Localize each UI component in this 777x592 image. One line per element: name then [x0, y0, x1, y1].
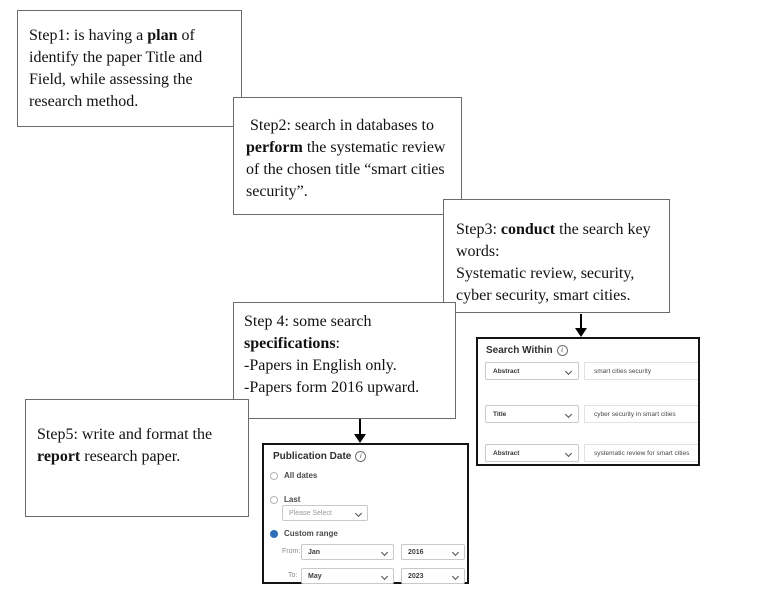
step-text-line: report research paper.: [37, 448, 181, 465]
to-year-select[interactable]: [401, 568, 465, 584]
publication-date-title-text: Publication Date: [273, 451, 352, 462]
step-text-line: Step2: search in databases to: [246, 117, 434, 134]
search-term-input[interactable]: systematic review for smart cities: [584, 444, 698, 462]
step-text-line: Systematic review, security,: [456, 265, 635, 282]
chevron-down-icon: [565, 410, 572, 417]
search-row: [478, 444, 698, 462]
field-select-value: Abstract: [493, 367, 520, 375]
search-within-panel: [476, 337, 700, 466]
step-text-line: cyber security, smart cities.: [456, 287, 631, 304]
step-1-box: [17, 10, 242, 127]
step-text-line: words:: [456, 243, 500, 260]
arrow-shaft: [580, 314, 582, 328]
search-term-input[interactable]: smart cities security: [584, 362, 698, 380]
to-month-select[interactable]: [301, 568, 394, 584]
info-icon[interactable]: i: [355, 451, 366, 462]
from-label: From:: [282, 548, 301, 555]
to-year-value: 2023: [408, 572, 424, 580]
last-period-select[interactable]: [282, 505, 368, 521]
field-select[interactable]: [485, 405, 579, 423]
last-label: Last: [284, 495, 301, 504]
step-3-box: [443, 199, 670, 313]
chevron-down-icon: [565, 449, 572, 456]
publication-date-panel: [262, 443, 469, 584]
arrow-head-icon: [575, 328, 587, 337]
custom-range-label: Custom range: [284, 529, 338, 538]
chevron-down-icon: [565, 367, 572, 374]
search-within-title-text: Search Within: [486, 345, 553, 356]
step-text-line: specifications:: [244, 335, 340, 352]
field-select[interactable]: [485, 444, 579, 462]
search-within-title: [486, 345, 568, 356]
search-row: [478, 362, 698, 380]
chevron-down-icon: [452, 572, 459, 579]
step-2-box: [233, 97, 462, 215]
from-month-select[interactable]: [301, 544, 394, 560]
step-text-line: Step3: conduct the search key: [456, 221, 651, 238]
step-text-line: of the chosen title “smart cities: [246, 161, 445, 178]
field-select-value: Title: [493, 410, 507, 418]
step-4-box: [233, 302, 456, 419]
from-year-select[interactable]: [401, 544, 465, 560]
radio-selected-icon[interactable]: [270, 530, 278, 538]
step-text-line: security”.: [246, 183, 308, 200]
search-row: [478, 405, 698, 423]
to-label: To:: [288, 572, 298, 579]
arrow-step3-to-search-within: [574, 314, 588, 337]
step-text-line: identify the paper Title and: [29, 49, 203, 66]
field-select[interactable]: [485, 362, 579, 380]
radio-icon[interactable]: [270, 496, 278, 504]
arrow-head-icon: [354, 434, 366, 443]
arrow-shaft: [359, 419, 361, 434]
step-text-line: Step5: write and format the: [37, 426, 213, 443]
step-text-line: perform the systematic review: [246, 139, 446, 156]
radio-icon[interactable]: [270, 472, 278, 480]
publication-date-title: [273, 451, 366, 462]
arrow-step4-to-publication-date: [353, 419, 367, 443]
info-icon[interactable]: i: [557, 345, 568, 356]
search-term-input[interactable]: cyber security in smart cities: [584, 405, 698, 423]
chevron-down-icon: [452, 548, 459, 555]
to-month-value: May: [308, 572, 322, 580]
field-select-value: Abstract: [493, 449, 520, 457]
from-month-value: Jan: [308, 548, 321, 556]
step-text-line: Field, while assessing the: [29, 71, 193, 88]
last-option[interactable]: [270, 495, 300, 504]
custom-range-option[interactable]: [270, 529, 338, 538]
chevron-down-icon: [381, 548, 388, 555]
step-text-line: -Papers in English only.: [244, 357, 397, 374]
chevron-down-icon: [381, 572, 388, 579]
step-5-box: [25, 399, 249, 517]
all-dates-label: All dates: [284, 471, 318, 480]
step-text-line: Step 4: some search: [244, 313, 372, 330]
from-year-value: 2016: [408, 548, 424, 556]
step-text-line: research method.: [29, 93, 139, 110]
all-dates-option[interactable]: [270, 471, 317, 480]
step-text-line: -Papers form 2016 upward.: [244, 379, 420, 396]
step-text-line: Step1: is having a plan of: [29, 27, 195, 44]
chevron-down-icon: [355, 509, 362, 516]
last-period-placeholder: Please Select: [289, 509, 332, 517]
